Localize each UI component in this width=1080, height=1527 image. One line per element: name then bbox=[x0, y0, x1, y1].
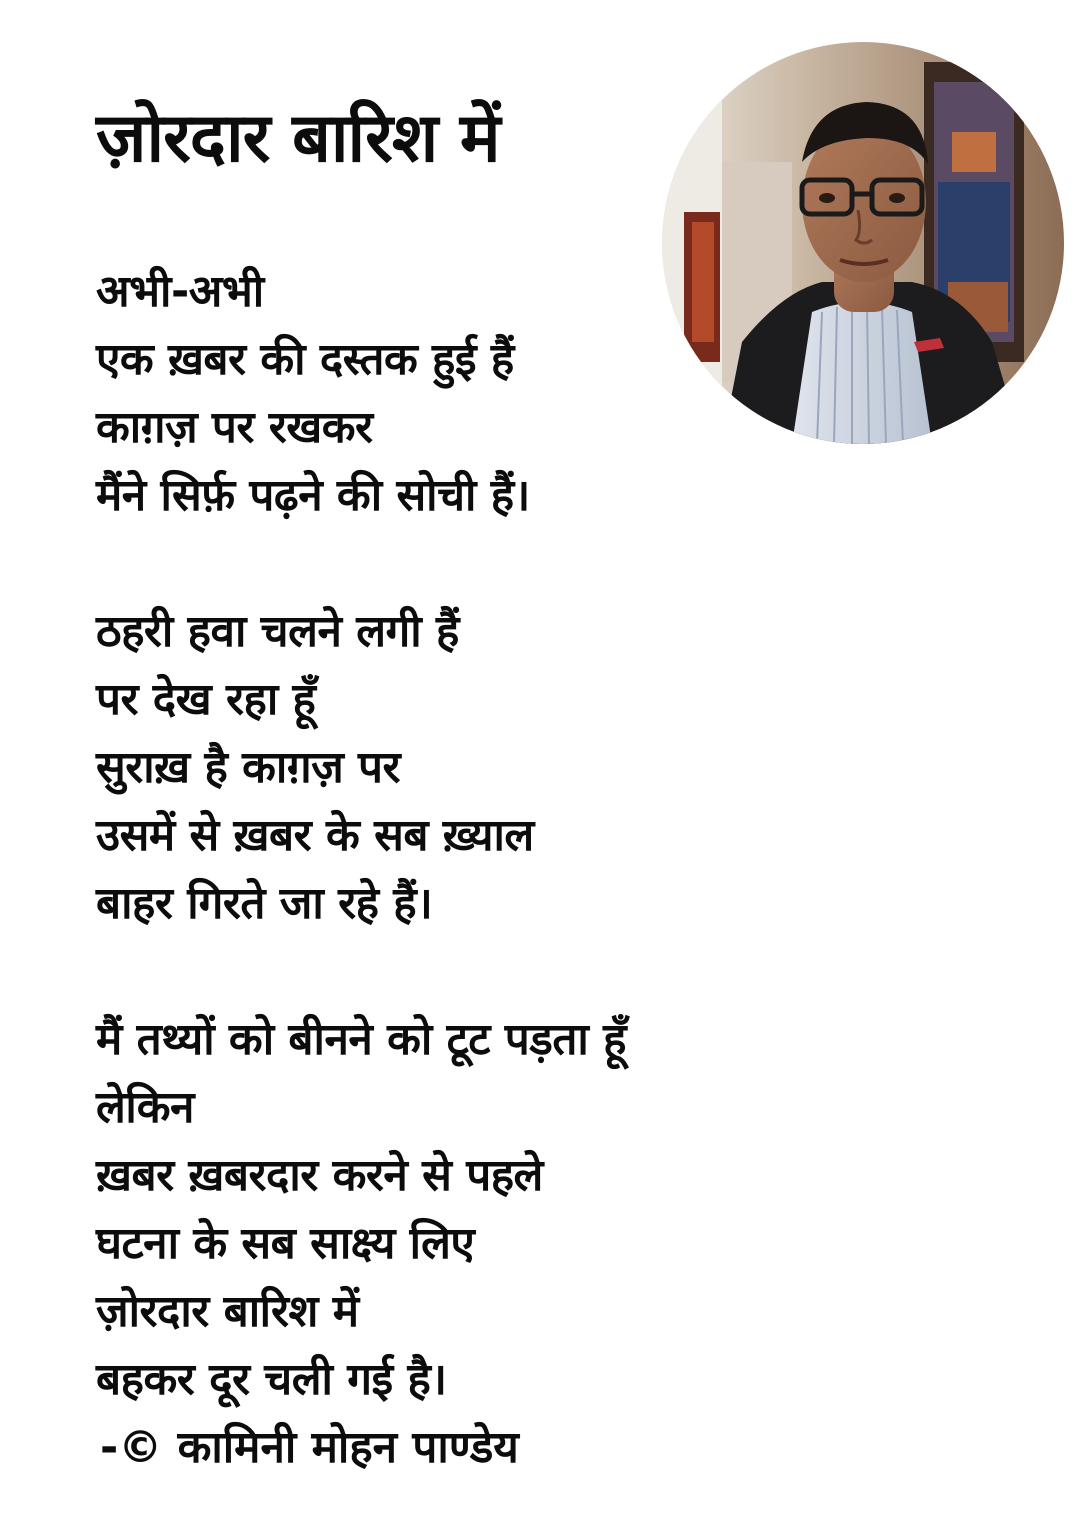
poem-line: एक ख़बर की दस्तक हुई हैं bbox=[96, 334, 514, 385]
poem-line: पर देख रहा हूँ bbox=[96, 674, 316, 725]
poem-line: बहकर दूर चली गई है। bbox=[96, 1354, 447, 1405]
poem-line: मैंने सिर्फ़ पढ़ने की सोची हैं। bbox=[96, 470, 530, 521]
poem-line: ख़बर ख़बरदार करने से पहले bbox=[96, 1150, 543, 1201]
poem-title: ज़ोरदार बारिश में bbox=[96, 99, 500, 178]
poem-body bbox=[96, 258, 796, 1482]
stanza-1 bbox=[96, 258, 796, 530]
poem-line: मैं तथ्यों को बीनने को टूट पड़ता हूँ bbox=[96, 1014, 626, 1065]
poem-line: ज़ोरदार बारिश में bbox=[96, 1286, 359, 1337]
poem-line: घटना के सब साक्ष्य लिए bbox=[96, 1218, 475, 1269]
stanza-2 bbox=[96, 598, 796, 938]
poem-line: उसमें से ख़बर के सब ख़्याल bbox=[96, 810, 534, 861]
poem-line: लेकिन bbox=[96, 1082, 194, 1133]
stanza-3 bbox=[96, 1006, 796, 1482]
poem-line: सुराख़ है काग़ज़ पर bbox=[96, 742, 401, 793]
poem-line: ठहरी हवा चलने लगी हैं bbox=[96, 606, 459, 657]
poem-line: बाहर गिरते जा रहे हैं। bbox=[96, 878, 433, 929]
author-credit: -© कामिनी मोहन पाण्डेय bbox=[100, 1422, 519, 1473]
poem-line: अभी-अभी bbox=[96, 266, 264, 317]
poem-line: काग़ज़ पर रखकर bbox=[96, 402, 373, 453]
